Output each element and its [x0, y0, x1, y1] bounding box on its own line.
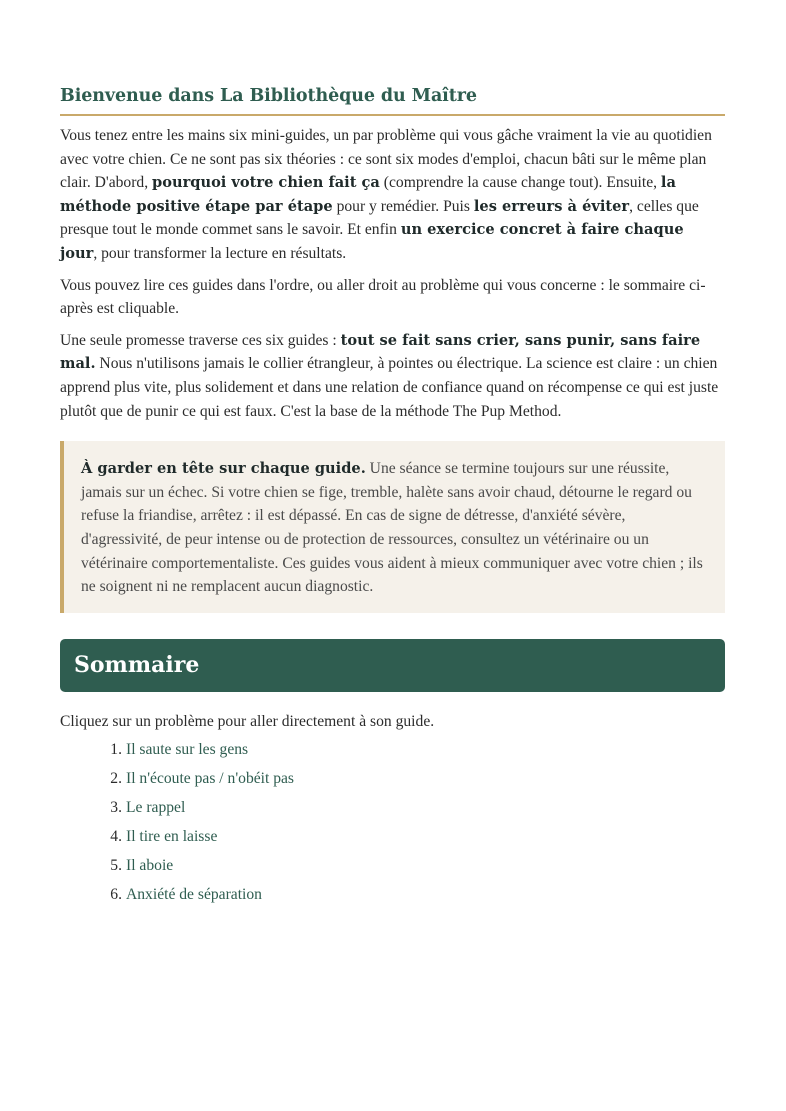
toc-item-number: 3.: [110, 799, 122, 817]
reading-order-paragraph: Vous pouvez lire ces guides dans l'ordre, ou aller droit au problème qui vous concerne : le sommaire ci-après est cliquable.: [60, 276, 706, 318]
promise-paragraph: [60, 329, 725, 423]
text-run: , celles que presque tout le monde commet sans le savoir. Et enfin: [60, 197, 699, 239]
bold-run: tout se fait sans crier, sans punir, sans faire mal.: [60, 331, 701, 373]
text-run: (comprendre la cause change tout). Ensuite,: [379, 174, 661, 192]
page: [60, 86, 725, 915]
toc-item-number: 6.: [110, 886, 122, 904]
toc-banner: [60, 639, 725, 692]
callout-text: [81, 457, 707, 599]
toc-item-number: 2.: [110, 770, 122, 788]
toc-item: [60, 886, 725, 915]
toc-intro: Cliquez sur un problème pour aller directement à son guide.: [60, 712, 435, 730]
text-run: , pour transformer la lecture en résultats.: [93, 244, 347, 262]
callout-body: Une séance se termine toujours sur une réussite, jamais sur un échec. Si votre chien se fige, tremble, halète sans avoir chaud, détourne le regard ou refuse la friandise, arrêtez : il est dépassé. En cas de signe de détresse, d'anxiété sévère, d'agressivité, de peur intense ou de protection de ressources, consultez un vétérinaire ou un vétérinaire comportementaliste. Ces guides vous aident à mieux communiquer avec votre chien ; ils ne soignent ni ne remplacent aucun diagnostic.: [81, 460, 703, 596]
callout-note: [60, 441, 725, 613]
toc-list: [60, 741, 725, 915]
text-run: Nous n'utilisons jamais le collier étrangleur, à pointes ou électrique. La science est claire : un chien apprend plus vite, plus solidement et dans une relation de confiance quand on récompense ce qui est juste plutôt que de punir ce qui est faux. C'est la base de la méthode The Pup Method.: [60, 355, 719, 420]
callout-bold: À garder en tête sur chaque guide.: [81, 460, 366, 478]
toc-item: [60, 828, 725, 857]
bold-run: un exercice concret à faire chaque jour: [60, 221, 684, 262]
toc-item: [60, 741, 725, 770]
toc-title: Sommaire: [74, 652, 200, 679]
text-run: Vous tenez entre les mains six mini-guides, un par problème qui vous gâche vraiment la vie au quotidien avec votre chien. Ce ne sont pas six théories : ce sont six modes d'emploi, chacun bâti sur le même plan clair. D'abord,: [60, 127, 712, 192]
toc-item-number: 5.: [110, 857, 122, 875]
toc-link-rappel[interactable]: Le rappel: [126, 799, 186, 817]
toc-link-ecoute[interactable]: Il n'écoute pas / n'obéit pas: [126, 770, 295, 788]
bold-run: la méthode positive étape par étape: [60, 174, 676, 215]
toc-link-saute[interactable]: Il saute sur les gens: [126, 741, 249, 759]
intro-paragraph: [60, 124, 725, 266]
toc-item: [60, 770, 725, 799]
text-run: pour y remédier. Puis: [332, 197, 474, 215]
bold-run: pourquoi votre chien fait ça: [152, 174, 380, 192]
toc-item: [60, 799, 725, 828]
bold-run: les erreurs à éviter: [473, 197, 630, 215]
toc-link-laisse[interactable]: Il tire en laisse: [126, 828, 218, 846]
toc-link-aboie[interactable]: Il aboie: [126, 857, 174, 875]
toc-item: [60, 857, 725, 886]
page-title: Bienvenue dans La Bibliothèque du Maître: [60, 86, 725, 116]
toc-item-number: 1.: [110, 741, 122, 759]
text-run: Une seule promesse traverse ces six guides :: [60, 331, 341, 349]
toc-link-anxiete[interactable]: Anxiété de séparation: [126, 886, 262, 904]
toc-item-number: 4.: [110, 828, 122, 846]
